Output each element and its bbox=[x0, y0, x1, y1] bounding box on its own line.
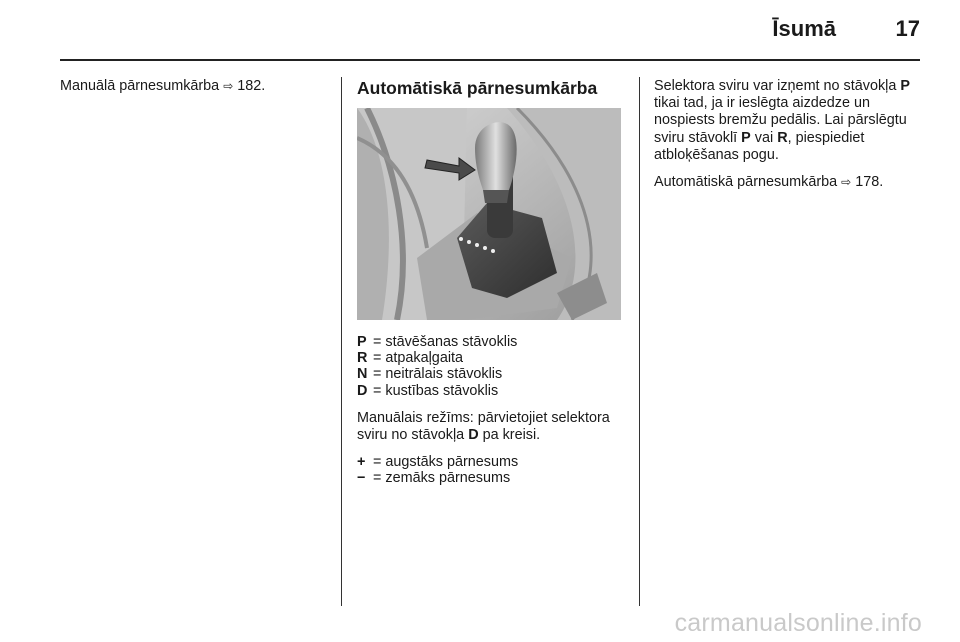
shift-up-row bbox=[357, 454, 627, 470]
p1-text-mid: tikai tad, ja ir ieslēgta aizdedze un nospiests bremžu pedālis. Lai pārslēgtu sviru stāvoklī bbox=[654, 95, 907, 146]
legend-row-n bbox=[357, 366, 627, 382]
column-2 bbox=[357, 78, 627, 487]
reference-text: Automātiskā pārnesumkārba bbox=[654, 174, 842, 191]
legend-row-r bbox=[357, 350, 627, 366]
manual-mode-key: D bbox=[468, 427, 479, 444]
reference-page[interactable]: 182. bbox=[233, 78, 266, 94]
column-3 bbox=[654, 78, 929, 191]
legend-text: kustības stāvoklis bbox=[385, 382, 499, 399]
legend-row-p bbox=[357, 334, 627, 350]
p1-text-mid2: vai bbox=[750, 129, 778, 146]
gear-selector-photo bbox=[357, 108, 621, 320]
header-rule bbox=[60, 59, 920, 61]
legend-sep: = bbox=[369, 334, 386, 350]
watermark: carmanualsonline.info bbox=[674, 609, 922, 637]
legend-row-d bbox=[357, 383, 627, 399]
plus-icon: + bbox=[357, 454, 366, 471]
legend-text: neitrālais stāvoklis bbox=[385, 366, 503, 383]
p1-text-end: , piespiediet atbloķēšanas pogu. bbox=[654, 129, 865, 163]
legend-text: atpakaļgaita bbox=[385, 350, 464, 367]
legend-key: D bbox=[357, 382, 368, 399]
page-number: 17 bbox=[895, 16, 920, 41]
column-divider-2 bbox=[639, 77, 640, 606]
column-1 bbox=[60, 78, 335, 95]
legend-text: stāvēšanas stāvoklis bbox=[385, 334, 518, 350]
legend-sep: = bbox=[369, 366, 386, 383]
p1-key-p: P bbox=[900, 78, 910, 94]
shift-down-row bbox=[357, 470, 627, 486]
shift-up-text: = augstāks pārnesums bbox=[369, 454, 519, 471]
reference-arrow-icon[interactable]: ⇨ bbox=[223, 79, 234, 93]
manual-mode-text: Manuālais režīms: pārvietojiet selektora sviru no stāvokļa bbox=[357, 409, 610, 444]
automatic-gearbox-reference bbox=[654, 174, 929, 191]
p1-key-p2: P bbox=[741, 129, 751, 146]
legend-sep: = bbox=[369, 350, 386, 367]
manual-mode-text-end: pa kreisi. bbox=[478, 427, 541, 444]
legend-key: R bbox=[357, 350, 368, 367]
shift-down-text: = zemāks pārnesums bbox=[369, 470, 511, 487]
legend-sep: = bbox=[369, 382, 386, 399]
position-legend bbox=[357, 334, 627, 399]
reference-arrow-icon[interactable]: ⇨ bbox=[841, 175, 852, 190]
shift-legend bbox=[357, 454, 627, 486]
page-title: Īsumā bbox=[772, 16, 836, 41]
reference-page[interactable]: 178. bbox=[851, 174, 884, 191]
legend-key: N bbox=[357, 366, 368, 383]
minus-icon: − bbox=[357, 470, 366, 487]
manual-gearbox-reference bbox=[60, 78, 335, 95]
legend-key: P bbox=[357, 334, 367, 350]
section-heading: Automātiskā pārnesumkārba bbox=[357, 78, 598, 98]
column-divider-1 bbox=[341, 77, 342, 606]
reference-text: Manuālā pārnesumkārba bbox=[60, 78, 224, 94]
p1-key-r: R bbox=[777, 129, 788, 146]
p1-text: Selektora sviru var izņemt no stāvokļa bbox=[654, 78, 901, 94]
selector-lever-paragraph bbox=[654, 78, 929, 164]
manual-mode-paragraph bbox=[357, 410, 627, 444]
